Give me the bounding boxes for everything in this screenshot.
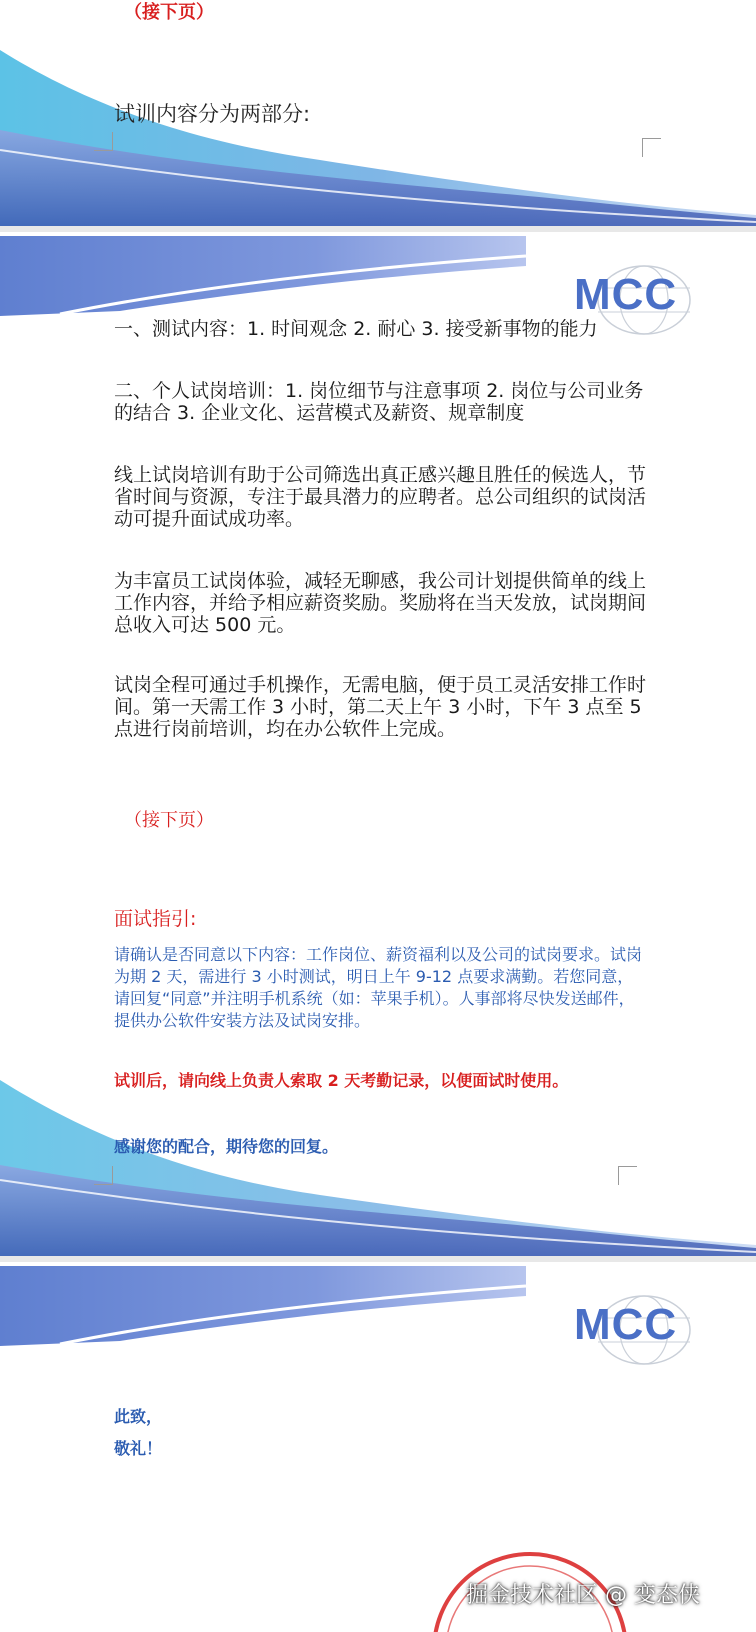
margin-mark [642, 138, 661, 157]
mcc-logo-text: MCC [574, 1300, 678, 1349]
margin-mark [618, 1166, 637, 1185]
attendance-notice: 试训后，请向线上负责人索取 2 天考勤记录，以便面试时使用。 [114, 1071, 569, 1090]
thanks-line: 感谢您的配合，期待您的回复。 [114, 1137, 339, 1156]
test-content-item: 一、测试内容：1. 时间观念 2. 耐心 3. 接受新事物的能力 [114, 318, 598, 340]
guide-title: 面试指引: [114, 908, 197, 930]
page1-footer-wave [0, 40, 756, 230]
closing-line-2: 敬礼！ [114, 1439, 163, 1458]
paragraph-benefits: 线上试岗培训有助于公司筛选出真正感兴趣且胜任的候选人，节省时间与资源，专注于最具潜力的应聘者。总公司组织的试岗活动可提升面试成功率。 [114, 464, 647, 530]
page1-heading: 试训内容分为两部分: [114, 102, 311, 126]
mcc-logo-text: MCC [574, 270, 678, 319]
page-separator [0, 1256, 756, 1262]
page-separator [0, 226, 756, 232]
paragraph-reward: 为丰富员工试岗体验，减轻无聊感，我公司计划提供简单的线上工作内容，并给予相应薪资奖励。奖励将在当天发放，试岗期间总收入可达 500 元。 [114, 570, 647, 636]
page2-header-wave [0, 236, 540, 316]
margin-mark [94, 1166, 113, 1185]
watermark-credit: 掘金技术社区 @ 变态侠 [466, 1583, 700, 1608]
continued-label-top: （接下页） [124, 2, 214, 23]
margin-mark [94, 132, 113, 151]
closing-line-1: 此致， [114, 1407, 163, 1426]
continued-label: （接下页） [124, 810, 214, 831]
mcc-logo [566, 1288, 716, 1368]
paragraph-schedule: 试岗全程可通过手机操作，无需电脑，便于员工灵活安排工作时间。第一天需工作 3 小时，第二天上午 3 小时，下午 3 点至 5 点进行岗前培训，均在办公软件上完成。 [114, 674, 647, 740]
page2-footer-wave [0, 1080, 756, 1260]
guide-body: 请确认是否同意以下内容：工作岗位、薪资福利以及公司的试岗要求。试岗为期 2 天，需进行 3 小时测试，明日上午 9-12 点要求满勤。若您同意，请回复“同意”并注明手机系统（如：苹果手机）。人事部将尽快发送邮件，提供办公软件安装方法及试岗安排。 [114, 945, 643, 1030]
page3-header-wave [0, 1266, 540, 1346]
training-item: 二、个人试岗培训：1. 岗位细节与注意事项 2. 岗位与公司业务的结合 3. 企业文化、运营模式及薪资、规章制度 [114, 380, 644, 424]
